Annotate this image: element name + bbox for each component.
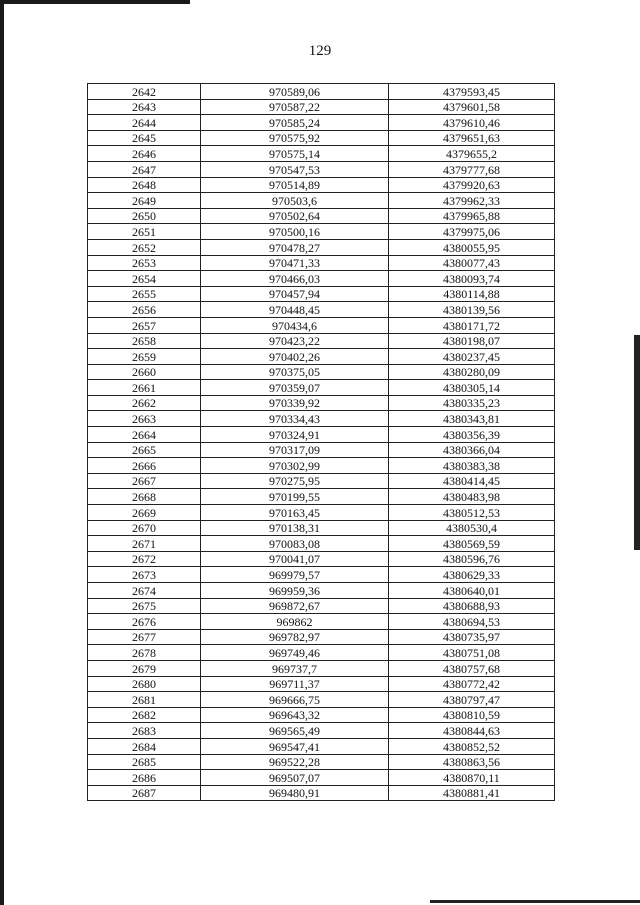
x-coordinate-cell: 970434,6 [201,317,389,333]
x-coordinate-cell: 969547,41 [201,738,389,754]
y-coordinate-cell: 4380366,04 [389,442,555,458]
x-coordinate-cell: 970587,22 [201,99,389,115]
y-coordinate-cell: 4380093,74 [389,271,555,287]
table-row [88,302,555,318]
y-coordinate-cell: 4380414,45 [389,473,555,489]
point-id-cell: 2642 [88,84,201,100]
point-id-cell: 2686 [88,770,201,786]
point-id-cell: 2667 [88,473,201,489]
table-row [88,723,555,739]
table-row [88,598,555,614]
x-coordinate-cell: 970471,33 [201,255,389,271]
y-coordinate-cell: 4380139,56 [389,302,555,318]
point-id-cell: 2655 [88,286,201,302]
x-coordinate-cell: 969522,28 [201,754,389,770]
y-coordinate-cell: 4379601,58 [389,99,555,115]
table-row [88,442,555,458]
point-id-cell: 2679 [88,660,201,676]
scan-edge-right [634,335,640,550]
table-row [88,177,555,193]
table-row [88,660,555,676]
point-id-cell: 2649 [88,193,201,209]
x-coordinate-cell: 970514,89 [201,177,389,193]
x-coordinate-cell: 969666,75 [201,692,389,708]
y-coordinate-cell: 4380483,98 [389,489,555,505]
table-row [88,317,555,333]
table-row [88,115,555,131]
table-row [88,84,555,100]
x-coordinate-cell: 970547,53 [201,161,389,177]
x-coordinate-cell: 969565,49 [201,723,389,739]
y-coordinate-cell: 4380810,59 [389,707,555,723]
y-coordinate-cell: 4380280,09 [389,364,555,380]
x-coordinate-cell: 970083,08 [201,536,389,552]
table-row [88,395,555,411]
y-coordinate-cell: 4380772,42 [389,676,555,692]
y-coordinate-cell: 4379962,33 [389,193,555,209]
table-row [88,146,555,162]
x-coordinate-cell: 970503,6 [201,193,389,209]
table-row [88,754,555,770]
x-coordinate-cell: 969959,36 [201,583,389,599]
point-id-cell: 2677 [88,629,201,645]
table-row [88,427,555,443]
point-id-cell: 2668 [88,489,201,505]
table-row [88,239,555,255]
x-coordinate-cell: 969507,07 [201,770,389,786]
x-coordinate-cell: 970502,64 [201,208,389,224]
table-row [88,676,555,692]
table-row [88,380,555,396]
point-id-cell: 2666 [88,458,201,474]
x-coordinate-cell: 970589,06 [201,84,389,100]
x-coordinate-cell: 969862 [201,614,389,630]
point-id-cell: 2683 [88,723,201,739]
x-coordinate-cell: 969979,57 [201,567,389,583]
x-coordinate-cell: 970423,22 [201,333,389,349]
point-id-cell: 2685 [88,754,201,770]
table-row [88,489,555,505]
y-coordinate-cell: 4380569,59 [389,536,555,552]
point-id-cell: 2661 [88,380,201,396]
table-row [88,473,555,489]
x-coordinate-cell: 970138,31 [201,520,389,536]
y-coordinate-cell: 4379651,63 [389,130,555,146]
table-row [88,645,555,661]
point-id-cell: 2671 [88,536,201,552]
point-id-cell: 2674 [88,583,201,599]
y-coordinate-cell: 4379965,88 [389,208,555,224]
y-coordinate-cell: 4380383,38 [389,458,555,474]
coordinates-table [87,83,555,801]
y-coordinate-cell: 4380114,88 [389,286,555,302]
point-id-cell: 2675 [88,598,201,614]
x-coordinate-cell: 970041,07 [201,551,389,567]
table-row [88,193,555,209]
x-coordinate-cell: 970324,91 [201,427,389,443]
point-id-cell: 2654 [88,271,201,287]
x-coordinate-cell: 969782,97 [201,629,389,645]
x-coordinate-cell: 970275,95 [201,473,389,489]
x-coordinate-cell: 970317,09 [201,442,389,458]
x-coordinate-cell: 970575,14 [201,146,389,162]
table-row [88,99,555,115]
y-coordinate-cell: 4380629,33 [389,567,555,583]
x-coordinate-cell: 970359,07 [201,380,389,396]
y-coordinate-cell: 4380852,52 [389,738,555,754]
table-row [88,707,555,723]
point-id-cell: 2650 [88,208,201,224]
y-coordinate-cell: 4380305,14 [389,380,555,396]
table-row [88,208,555,224]
table-row [88,614,555,630]
y-coordinate-cell: 4380757,68 [389,660,555,676]
table-row [88,458,555,474]
y-coordinate-cell: 4380881,41 [389,785,555,801]
point-id-cell: 2664 [88,427,201,443]
x-coordinate-cell: 970163,45 [201,505,389,521]
y-coordinate-cell: 4380694,53 [389,614,555,630]
y-coordinate-cell: 4380077,43 [389,255,555,271]
y-coordinate-cell: 4380751,08 [389,645,555,661]
y-coordinate-cell: 4379920,63 [389,177,555,193]
x-coordinate-cell: 969872,67 [201,598,389,614]
table-row [88,738,555,754]
point-id-cell: 2687 [88,785,201,801]
y-coordinate-cell: 4380055,95 [389,239,555,255]
point-id-cell: 2657 [88,317,201,333]
x-coordinate-cell: 969711,37 [201,676,389,692]
x-coordinate-cell: 970575,92 [201,130,389,146]
table-row [88,629,555,645]
x-coordinate-cell: 970334,43 [201,411,389,427]
y-coordinate-cell: 4380343,81 [389,411,555,427]
x-coordinate-cell: 970302,99 [201,458,389,474]
y-coordinate-cell: 4379655,2 [389,146,555,162]
x-coordinate-cell: 969643,32 [201,707,389,723]
y-coordinate-cell: 4379610,46 [389,115,555,131]
point-id-cell: 2665 [88,442,201,458]
y-coordinate-cell: 4379975,06 [389,224,555,240]
table-row [88,349,555,365]
x-coordinate-cell: 970585,24 [201,115,389,131]
table-row [88,161,555,177]
x-coordinate-cell: 970457,94 [201,286,389,302]
point-id-cell: 2678 [88,645,201,661]
point-id-cell: 2660 [88,364,201,380]
table-row [88,255,555,271]
point-id-cell: 2676 [88,614,201,630]
x-coordinate-cell: 970199,55 [201,489,389,505]
table-row [88,364,555,380]
page-number: 129 [308,43,332,59]
table-row [88,286,555,302]
point-id-cell: 2656 [88,302,201,318]
point-id-cell: 2644 [88,115,201,131]
y-coordinate-cell: 4380335,23 [389,395,555,411]
x-coordinate-cell: 969480,91 [201,785,389,801]
point-id-cell: 2681 [88,692,201,708]
scan-edge-bottom [430,900,640,903]
point-id-cell: 2646 [88,146,201,162]
point-id-cell: 2682 [88,707,201,723]
y-coordinate-cell: 4380863,56 [389,754,555,770]
table-row [88,770,555,786]
point-id-cell: 2647 [88,161,201,177]
y-coordinate-cell: 4380512,53 [389,505,555,521]
scan-edge-left [0,0,4,905]
point-id-cell: 2672 [88,551,201,567]
point-id-cell: 2662 [88,395,201,411]
y-coordinate-cell: 4380844,63 [389,723,555,739]
table-row [88,411,555,427]
table-row [88,333,555,349]
y-coordinate-cell: 4380237,45 [389,349,555,365]
y-coordinate-cell: 4380870,11 [389,770,555,786]
y-coordinate-cell: 4380356,39 [389,427,555,443]
x-coordinate-cell: 969749,46 [201,645,389,661]
point-id-cell: 2651 [88,224,201,240]
table-row [88,583,555,599]
point-id-cell: 2663 [88,411,201,427]
point-id-cell: 2653 [88,255,201,271]
table-row [88,271,555,287]
point-id-cell: 2648 [88,177,201,193]
table-row [88,224,555,240]
y-coordinate-cell: 4380596,76 [389,551,555,567]
x-coordinate-cell: 970375,05 [201,364,389,380]
point-id-cell: 2669 [88,505,201,521]
x-coordinate-cell: 970339,92 [201,395,389,411]
y-coordinate-cell: 4380171,72 [389,317,555,333]
y-coordinate-cell: 4379777,68 [389,161,555,177]
point-id-cell: 2670 [88,520,201,536]
x-coordinate-cell: 970466,03 [201,271,389,287]
point-id-cell: 2658 [88,333,201,349]
table-row [88,505,555,521]
point-id-cell: 2673 [88,567,201,583]
y-coordinate-cell: 4380688,93 [389,598,555,614]
point-id-cell: 2684 [88,738,201,754]
table-row [88,551,555,567]
y-coordinate-cell: 4380797,47 [389,692,555,708]
x-coordinate-cell: 970478,27 [201,239,389,255]
point-id-cell: 2645 [88,130,201,146]
table-row [88,692,555,708]
table-row [88,130,555,146]
table-row [88,785,555,801]
y-coordinate-cell: 4380640,01 [389,583,555,599]
y-coordinate-cell: 4380735,97 [389,629,555,645]
point-id-cell: 2643 [88,99,201,115]
x-coordinate-cell: 969737,7 [201,660,389,676]
table-row [88,567,555,583]
y-coordinate-cell: 4380530,4 [389,520,555,536]
scan-edge-top [0,0,190,4]
table-row [88,520,555,536]
table-row [88,536,555,552]
coordinates-table-body [88,84,555,801]
point-id-cell: 2680 [88,676,201,692]
y-coordinate-cell: 4379593,45 [389,84,555,100]
x-coordinate-cell: 970448,45 [201,302,389,318]
point-id-cell: 2659 [88,349,201,365]
y-coordinate-cell: 4380198,07 [389,333,555,349]
point-id-cell: 2652 [88,239,201,255]
x-coordinate-cell: 970402,26 [201,349,389,365]
x-coordinate-cell: 970500,16 [201,224,389,240]
